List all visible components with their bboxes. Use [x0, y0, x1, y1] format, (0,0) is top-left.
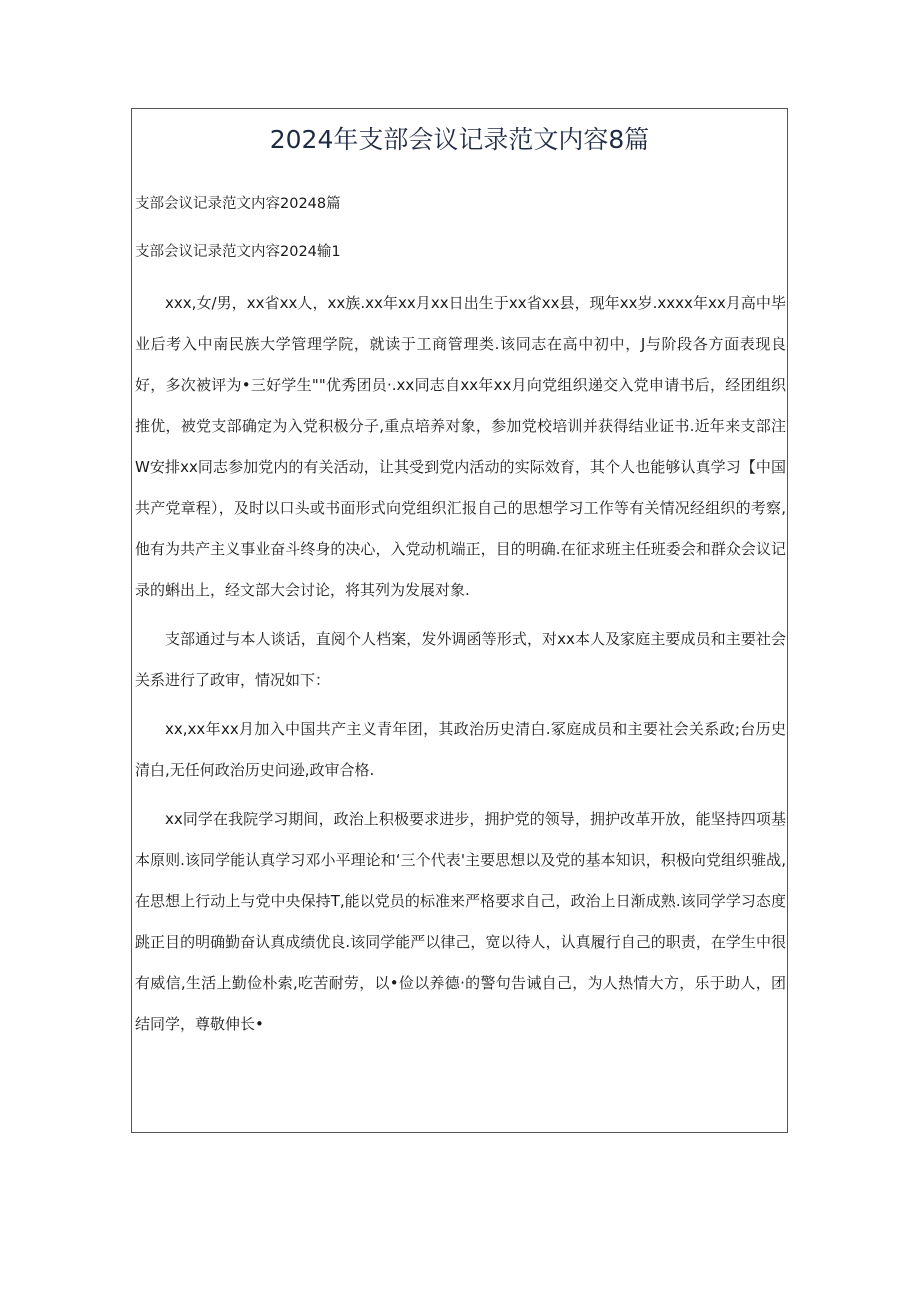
paragraph-candidate-profile: xxx,女/男，xx省xx人，xx族.xx年xx月xx日出生于xx省xx县，现年xx岁.xxxx年xx月高中毕业后考入中南民族大学管理学院，就读于工商管理类.该同志在高中初中，J与阶段各方面表现良好，多次被评为•三好学生""优秀团员·.xx同志自xx年xx月向党组织递交入党申请书后，经团组织推优，被党支部确定为入党积极分子,重点培养对象，参加党校培训并获得结业证书.近年来支部注W安排xx同志参加党内的有关活动，让其受到党内活动的实际效育，其个人也能够认真学习【中国共产党章程），及时以口头或书面形式向党组织汇报自己的思想学习工作等有关情况经组织的考察,他有为共产主义事业奋斗终身的决心，入党动机端正，目的明确.在征求班主任班委会和群众会议记录的蝌出上，经文部大会讨论，将其列为发展对象.	[135, 294, 786, 599]
subheading-collection: 支部会议记录范文内容20248篇	[135, 196, 341, 212]
paragraph-political-review-result: xx,xx年xx月加入中国共产主义青年团，其政治历史清白.冢庭成员和主要社会关系政;台历史清白,无任何政治历史问逊,政审合格.	[135, 720, 786, 779]
subheading-article-1: 支部会议记录范文内容2024输1	[135, 244, 341, 260]
document-title: 2024年支部会议记录范文内容8篇	[269, 125, 650, 154]
document-page	[131, 108, 788, 1133]
paragraph-performance-evaluation: xx同学在我院学习期间，政治上积极要求进步，拥护党的领导，拥护改革开放，能坚持四项基本原则.该同学能认真学习邓小平理论和‘三个代表'主要思想以及党的基本知识，积极向党组织骓战,在思想上行动上与党中央保持T,能以党员的标准来严格要求自己，政治上日渐成熟.该同学学习态度跳正目的明确勤奋认真成绩优良.该同学能严以律己，宽以待人，认真履行自己的职责，在学生中很有威信,生活上勤俭朴索,吃苦耐劳，以•俭以养德·的警句告诫自己，为人热情大方，乐于助人，团结同学，尊敬伸长•	[135, 810, 786, 1033]
paragraph-political-review-intro: 支部通过与本人谈话，直阅个人档案，发外调函等形式，对xx本人及家庭主要成员和主要社会关系进行了政审，情况如下：	[135, 630, 786, 689]
document-body	[135, 283, 786, 1053]
